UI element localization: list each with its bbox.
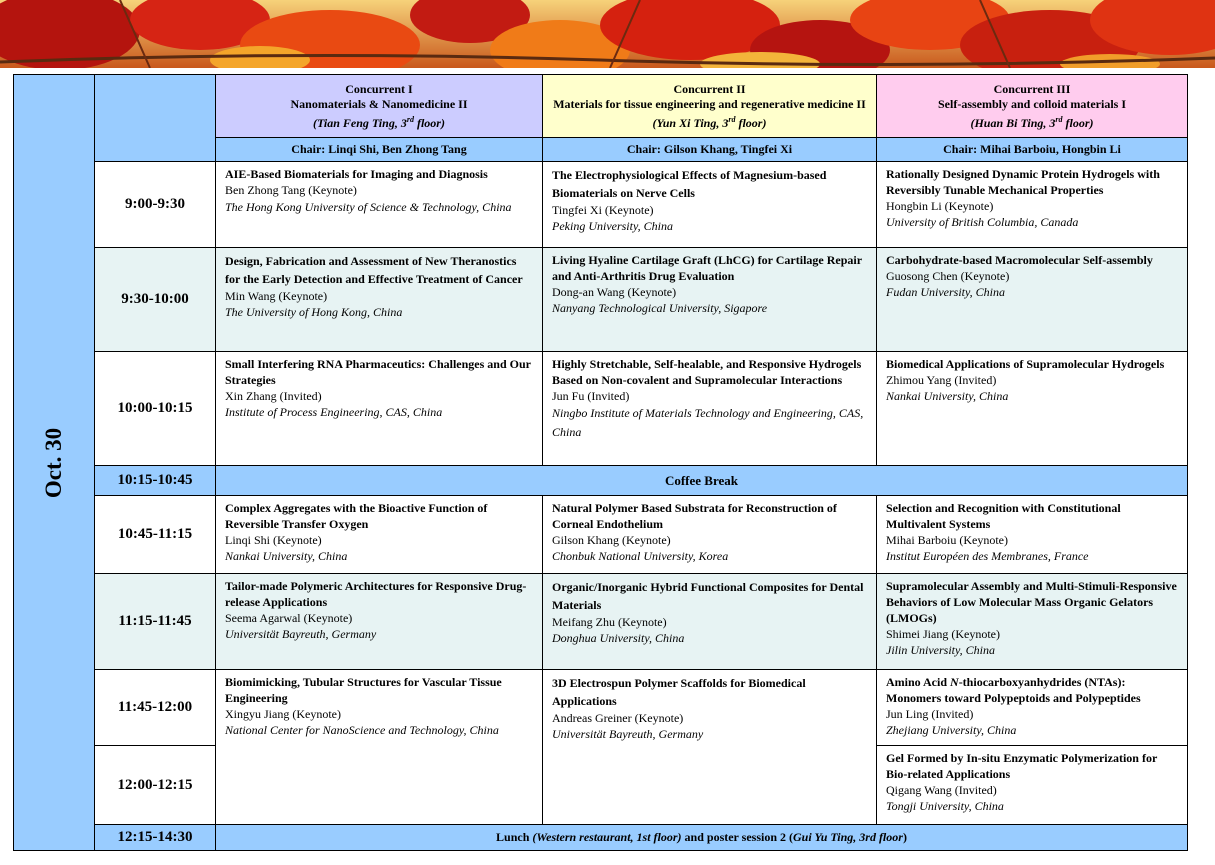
talk-title: Biomimicking, Tubular Structures for Vascular Tissue Engineering — [225, 675, 502, 705]
talk-cell — [877, 352, 1188, 466]
talk-title: Highly Stretchable, Self-healable, and Responsive Hydrogels Based on Non-covalent and Supramolecular Interactions — [552, 357, 862, 387]
talk-speaker: Mihai Barboiu (Keynote) — [886, 533, 1008, 547]
slot-time: 11:45-12:00 — [95, 670, 216, 746]
talk-affiliation: Institut Européen des Membranes, France — [886, 549, 1089, 563]
talk-cell — [216, 496, 543, 574]
talk-speaker: Jun Ling (Invited) — [886, 707, 974, 721]
talk-affiliation: Nanyang Technological University, Sigapore — [552, 301, 768, 315]
concurrent-i-header — [216, 75, 543, 138]
concurrent-iii-header — [877, 75, 1188, 138]
lunch-time: 12:15-14:30 — [95, 825, 216, 851]
talk-affiliation: Peking University, China — [552, 219, 673, 233]
talk-speaker: Guosong Chen (Keynote) — [886, 269, 1010, 283]
talk-affiliation: Fudan University, China — [886, 285, 1005, 299]
talk-title: Natural Polymer Based Substrata for Reconstruction of Corneal Endothelium — [552, 501, 837, 531]
chair-concurrent-iii: Chair: Mihai Barboiu, Hongbin Li — [877, 138, 1188, 162]
session-topic: Materials for tissue engineering and regenerative medicine II — [553, 96, 866, 111]
talk-speaker: Hongbin Li (Keynote) — [886, 199, 994, 213]
slot-time: 12:00-12:15 — [95, 746, 216, 825]
talk-speaker: Dong-an Wang (Keynote) — [552, 285, 677, 299]
talk-title: Tailor-made Polymeric Architectures for Responsive Drug-release Applications — [225, 579, 527, 609]
talk-title: Selection and Recognition with Constitutional Multivalent Systems — [886, 501, 1121, 531]
talk-speaker: Xingyu Jiang (Keynote) — [225, 707, 341, 721]
slot-time: 10:00-10:15 — [95, 352, 216, 466]
talk-affiliation: University of British Columbia, Canada — [886, 215, 1079, 229]
slot-time: 10:45-11:15 — [95, 496, 216, 574]
coffee-break-row — [14, 466, 1188, 496]
talk-speaker: Shimei Jiang (Keynote) — [886, 627, 1000, 641]
coffee-break-label: Coffee Break — [216, 466, 1188, 496]
talk-affiliation: Universität Bayreuth, Germany — [552, 727, 704, 741]
schedule-table — [13, 74, 1188, 851]
talk-speaker: Zhimou Yang (Invited) — [886, 373, 997, 387]
talk-cell — [543, 352, 877, 466]
talk-speaker: Xin Zhang (Invited) — [225, 389, 322, 403]
slot-time: 9:30-10:00 — [95, 248, 216, 352]
talk-speaker: Min Wang (Keynote) — [225, 289, 328, 303]
talk-affiliation: Chonbuk National University, Korea — [552, 549, 729, 563]
corner-cell — [95, 75, 216, 162]
talk-affiliation: National Center for NanoScience and Technology, China — [225, 723, 499, 737]
talk-affiliation: Donghua University, China — [552, 631, 685, 645]
date-cell — [14, 75, 95, 851]
talk-title: Living Hyaline Cartilage Graft (LhCG) for Cartilage Repair and Anti-Arthritis Drug Evaluation — [552, 253, 862, 283]
talk-title: Carbohydrate-based Macromolecular Self-assembly — [886, 253, 1153, 267]
session-topic: Nanomaterials & Nanomedicine II — [290, 96, 468, 111]
talk-cell — [543, 162, 877, 248]
talk-cell — [543, 496, 877, 574]
talk-speaker: Gilson Khang (Keynote) — [552, 533, 671, 547]
talk-speaker: Linqi Shi (Keynote) — [225, 533, 322, 547]
talk-cell — [877, 162, 1188, 248]
talk-title: Rationally Designed Dynamic Protein Hydrogels with Reversibly Tunable Mechanical Properties — [886, 167, 1160, 197]
talk-cell — [877, 670, 1188, 746]
lunch-row — [14, 825, 1188, 851]
chair-concurrent-i: Chair: Linqi Shi, Ben Zhong Tang — [216, 138, 543, 162]
slot-row — [14, 352, 1188, 466]
talk-title: Amino Acid N-thiocarboxyanhydrides (NTAs): Monomers toward Polypeptoids and Polypeptides — [886, 675, 1141, 705]
talk-cell — [877, 574, 1188, 670]
talk-title: Complex Aggregates with the Bioactive Function of Reversible Transfer Oxygen — [225, 501, 488, 531]
talk-affiliation: Tongji University, China — [886, 799, 1004, 813]
talk-cell — [543, 248, 877, 352]
talk-affiliation: The Hong Kong University of Science & Technology, China — [225, 200, 512, 214]
coffee-break-time: 10:15-10:45 — [95, 466, 216, 496]
talk-cell — [216, 670, 543, 825]
talk-speaker: Andreas Greiner (Keynote) — [552, 711, 684, 725]
talk-cell — [877, 746, 1188, 825]
slot-row — [14, 574, 1188, 670]
talk-affiliation: The University of Hong Kong, China — [225, 305, 403, 319]
session-venue: (Huan Bi Ting, 3rd floor) — [970, 114, 1094, 130]
talk-cell — [543, 670, 877, 825]
slot-row — [14, 248, 1188, 352]
slot-time: 9:00-9:30 — [95, 162, 216, 248]
talk-affiliation: Nankai University, China — [886, 389, 1009, 403]
talk-title: Small Interfering RNA Pharmaceutics: Challenges and Our Strategies — [225, 357, 531, 387]
session-venue: (Tian Feng Ting, 3rd floor) — [313, 114, 445, 130]
talk-cell — [877, 496, 1188, 574]
talk-cell — [216, 352, 543, 466]
session-name: Concurrent III — [993, 81, 1071, 96]
talk-title: Supramolecular Assembly and Multi-Stimuli-Responsive Behaviors of Low Molecular Mass Organic Gelators (LMOGs) — [886, 579, 1177, 625]
talk-speaker: Ben Zhong Tang (Keynote) — [225, 183, 357, 197]
talk-cell — [216, 248, 543, 352]
session-name: Concurrent I — [345, 81, 413, 96]
talk-title: The Electrophysiological Effects of Magnesium-based Biomaterials on Nerve Cells — [552, 168, 827, 200]
talk-speaker: Seema Agarwal (Keynote) — [225, 611, 353, 625]
talk-title: Design, Fabrication and Assessment of New Theranostics for the Early Detection and Effective Treatment of Cancer — [225, 254, 523, 286]
talk-affiliation: Ningbo Institute of Materials Technology and Engineering, CAS, China — [552, 406, 864, 439]
talk-cell — [877, 248, 1188, 352]
talk-speaker: Jun Fu (Invited) — [552, 389, 630, 403]
session-name: Concurrent II — [673, 81, 746, 96]
session-topic: Self-assembly and colloid materials I — [938, 96, 1126, 111]
talk-cell — [216, 162, 543, 248]
autumn-leaves-banner — [0, 0, 1215, 68]
talk-title: Gel Formed by In-situ Enzymatic Polymerization for Bio-related Applications — [886, 751, 1158, 781]
date-label: Oct. 30 — [40, 427, 66, 498]
talk-affiliation: Jilin University, China — [886, 643, 995, 657]
lunch-label: Lunch (Western restaurant, 1st floor) and poster session 2 (Gui Yu Ting, 3rd floor) — [216, 825, 1188, 851]
slot-row — [14, 162, 1188, 248]
session-header-row — [14, 75, 1188, 138]
talk-title: 3D Electrospun Polymer Scaffolds for Biomedical Applications — [552, 676, 806, 708]
talk-speaker: Tingfei Xi (Keynote) — [552, 203, 654, 217]
slot-row — [14, 670, 1188, 746]
slot-time: 11:15-11:45 — [95, 574, 216, 670]
concurrent-ii-header — [543, 75, 877, 138]
talk-title: Organic/Inorganic Hybrid Functional Composites for Dental Materials — [552, 580, 864, 612]
chair-concurrent-ii: Chair: Gilson Khang, Tingfei Xi — [543, 138, 877, 162]
talk-title: AIE-Based Biomaterials for Imaging and Diagnosis — [225, 167, 488, 181]
slot-row — [14, 496, 1188, 574]
talk-affiliation: Universität Bayreuth, Germany — [225, 627, 377, 641]
talk-affiliation: Institute of Process Engineering, CAS, China — [225, 405, 443, 419]
talk-affiliation: Nankai University, China — [225, 549, 348, 563]
session-venue: (Yun Xi Ting, 3rd floor) — [652, 114, 767, 130]
talk-title: Biomedical Applications of Supramolecular Hydrogels — [886, 357, 1165, 371]
talk-speaker: Qigang Wang (Invited) — [886, 783, 997, 797]
talk-affiliation: Zhejiang University, China — [886, 723, 1017, 737]
talk-cell — [543, 574, 877, 670]
talk-cell — [216, 574, 543, 670]
talk-speaker: Meifang Zhu (Keynote) — [552, 615, 667, 629]
